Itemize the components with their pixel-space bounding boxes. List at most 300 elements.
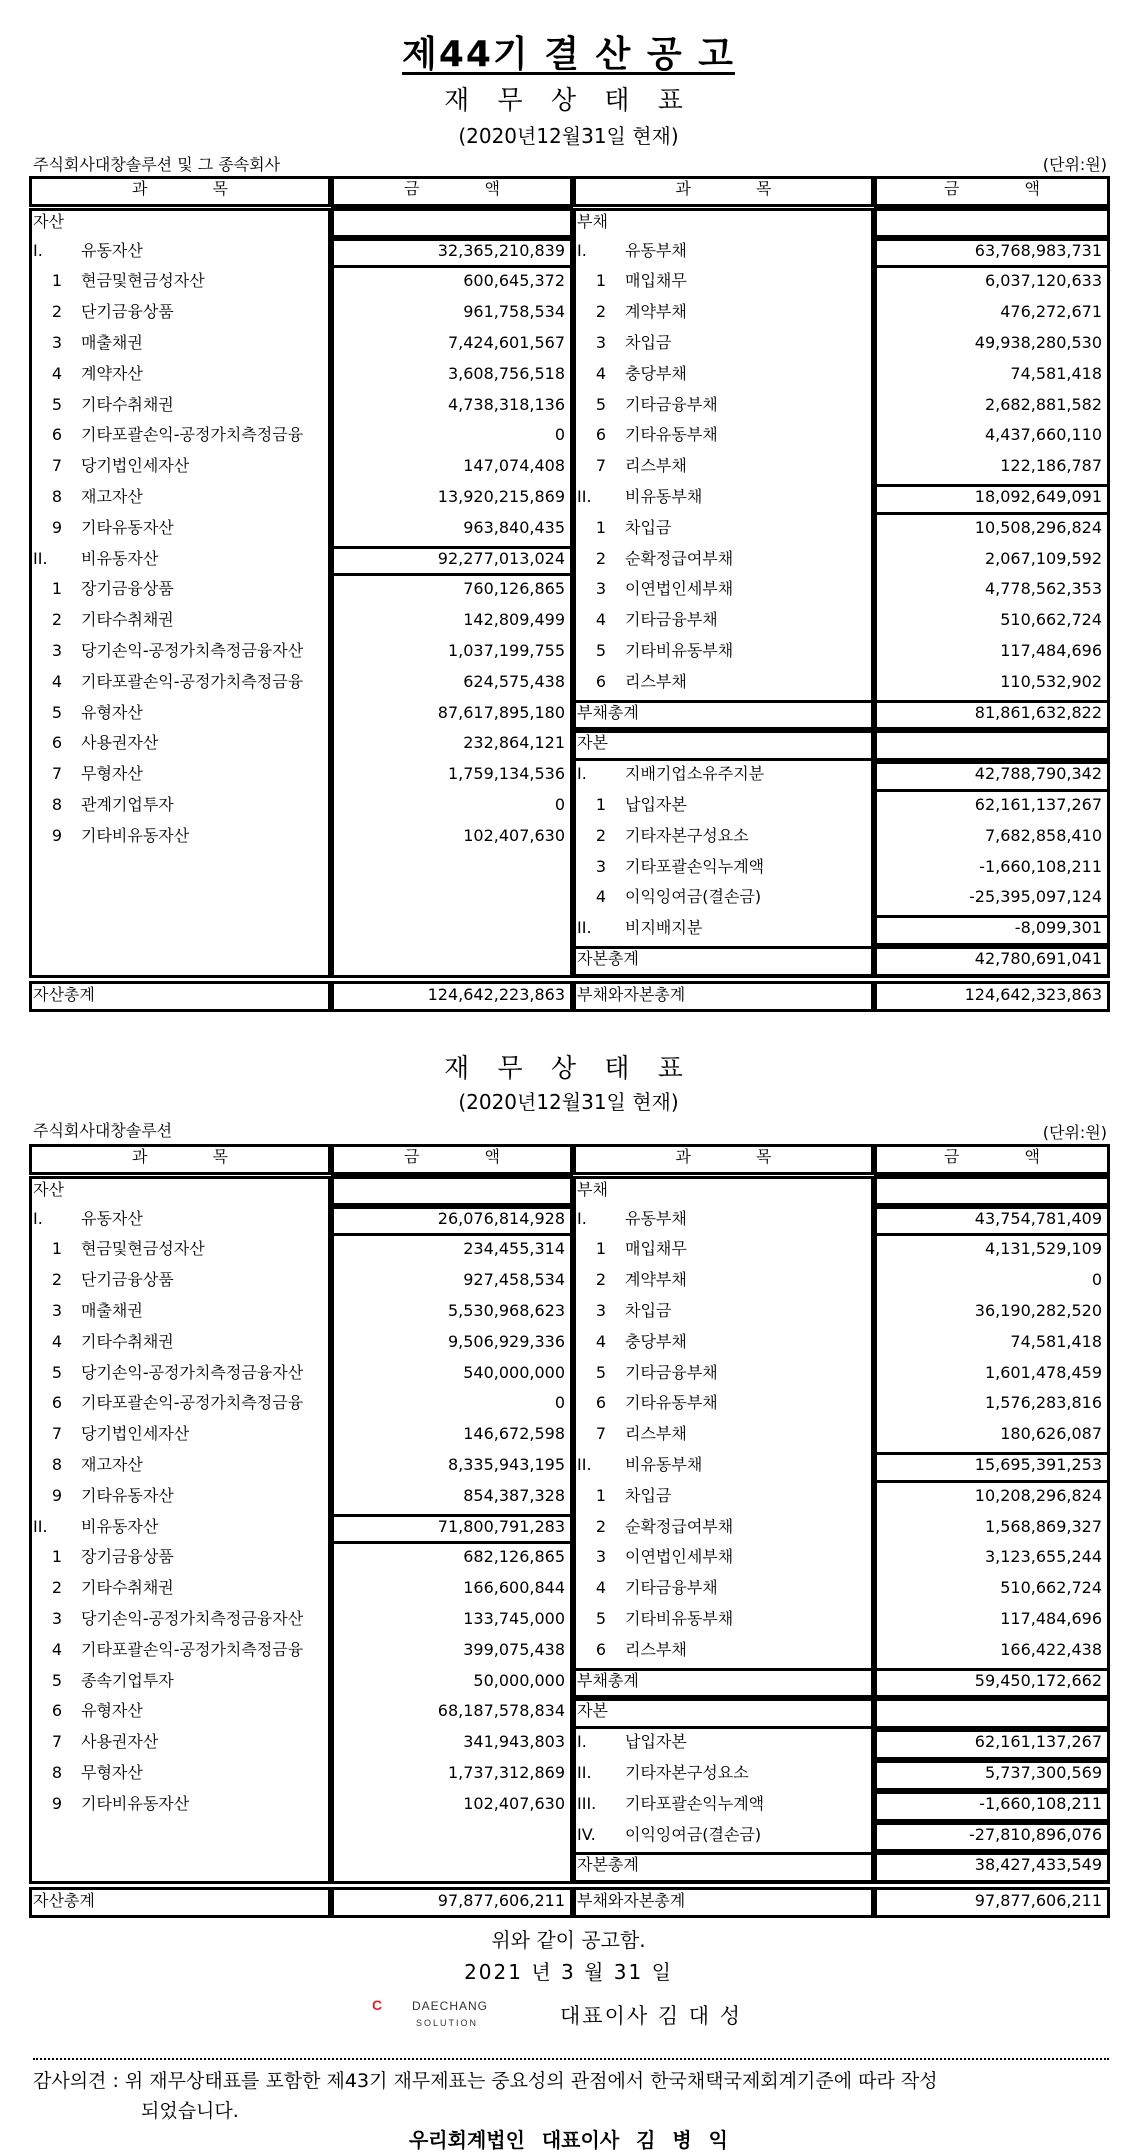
row-label-text: 현금및현금성자산: [81, 271, 205, 291]
row-label-text: 무형자산: [81, 764, 143, 784]
row-amount: 50,000,000: [473, 1670, 565, 1690]
row-amount: 3,608,756,518: [447, 363, 565, 383]
row-number: 7: [51, 764, 63, 784]
audit-opinion: 감사의견 : 위 재무상태표를 포함한 제43기 재무제표는 중요성의 관점에서 한국채택국제회계기준에 따라 작성: [33, 2070, 938, 2092]
row-label: [29, 363, 331, 385]
row-label: [29, 486, 331, 508]
sheet1-company: 주식회사대창솔루션 및 그 종속회사: [33, 155, 281, 174]
row-label-text: 기타비유동자산: [81, 1793, 190, 1813]
row-number: 7: [595, 1424, 607, 1444]
row-number: I.: [33, 240, 43, 260]
row-label-text: 계약자산: [81, 363, 143, 383]
row-box: [874, 915, 1110, 946]
row-amount: 43,754,781,409: [974, 1208, 1102, 1228]
row-amount: 3,123,655,244: [984, 1547, 1102, 1567]
row-number: 5: [595, 641, 607, 660]
row-amount: 963,840,435: [463, 517, 565, 537]
row-label-text: 납입자본: [625, 1732, 687, 1752]
row-label: [573, 548, 874, 570]
section-amount-box: [874, 1175, 1110, 1206]
row-label-text: 기타비유동부채: [625, 641, 734, 660]
row-label-text: 유동부채: [625, 240, 687, 260]
row-label-text: 무형자산: [81, 1763, 143, 1782]
row-label-text: 순확정급여부채: [625, 548, 734, 568]
row-number: II.: [577, 1763, 592, 1782]
row-label: [573, 1362, 874, 1384]
row-number: 6: [595, 425, 607, 445]
row-label: [573, 424, 874, 446]
sheet1-subtitle: 재 무 상 태 표: [444, 86, 693, 116]
row-label: [573, 1577, 874, 1599]
row-amount: 5,737,300,569: [984, 1763, 1102, 1782]
row-label: [573, 763, 874, 785]
row-label: [29, 1700, 331, 1722]
row-number: 5: [51, 394, 63, 414]
row-number: 2: [595, 1516, 607, 1536]
row-number: 2: [51, 302, 63, 322]
row-label-text: 충당부채: [625, 363, 687, 383]
row-amount: 1,737,312,869: [447, 1763, 565, 1782]
row-amount: 1,601,478,459: [984, 1362, 1102, 1382]
row-label: [573, 332, 874, 354]
row-label: [29, 1639, 331, 1661]
sheet1-unit: (단위:원): [1042, 155, 1107, 174]
row-label: [29, 1670, 331, 1692]
row-box: [573, 730, 874, 761]
row-amount: 476,272,671: [1000, 302, 1102, 322]
row-label-text: 매입채무: [625, 1239, 687, 1259]
row-label-text: 기타유동자산: [81, 1485, 174, 1505]
section-liabilities: 부채: [577, 211, 608, 231]
row-number: 7: [595, 456, 607, 476]
row-number: III.: [577, 1793, 597, 1813]
row-label-text: 비지배지분: [625, 918, 703, 938]
row-label: [573, 671, 874, 693]
row-label: [29, 794, 331, 816]
row-label-text: 당기손익-공정가치측정금융자산: [81, 1609, 304, 1628]
row-box: [874, 1452, 1110, 1483]
row-number: 4: [595, 1578, 607, 1598]
row-label-text: 기타포괄손익누계액: [625, 1793, 765, 1813]
row-label-text: 기타포괄손익-공정가치측정금융: [81, 425, 304, 445]
row-number: 1: [51, 1547, 63, 1567]
row-number: 1: [595, 795, 607, 814]
row-number: I.: [577, 1732, 587, 1752]
row-label-text: 매출채권: [81, 333, 143, 352]
notice-title: 제44기 결 산 공 고: [402, 34, 735, 75]
row-amount: 961,758,534: [463, 302, 565, 322]
row-label: [573, 1392, 874, 1414]
row-label: [573, 794, 874, 816]
row-amount: 102,407,630: [463, 1793, 565, 1813]
row-label-text: 장기금융상품: [81, 579, 174, 599]
row-number: 3: [595, 333, 607, 352]
row-label-text: 이연법인세부채: [625, 579, 734, 599]
row-amount: 15,695,391,253: [974, 1455, 1102, 1474]
row-label: [29, 1485, 331, 1507]
total-liab-equity-value: 97,877,606,211: [974, 1891, 1102, 1911]
row-label-text: 당기손익-공정가치측정금융자산: [81, 1362, 304, 1382]
row-label: [29, 732, 331, 754]
row-label-text: 기타비유동부채: [625, 1609, 734, 1628]
row-label-text: 기타비유동자산: [81, 825, 190, 845]
sheet1-date: (2020년12월31일 현재): [458, 124, 679, 148]
row-label: [29, 1300, 331, 1322]
header-amount-right: 금 액: [944, 179, 1070, 198]
row-label-text: 자본: [577, 1701, 608, 1721]
total-assets-value: 97,877,606,211: [437, 1891, 565, 1911]
row-number: 6: [51, 733, 63, 753]
row-amount: 59,450,172,662: [974, 1670, 1102, 1690]
row-amount: 63,768,983,731: [974, 240, 1102, 260]
row-label-text: 차입금: [625, 1485, 672, 1505]
row-label-text: 비유동자산: [81, 548, 159, 568]
row-label-text: 기타금융부채: [625, 1578, 718, 1598]
header-box: [29, 176, 331, 207]
header-amount-left: 금 액: [404, 179, 530, 198]
row-number: I.: [33, 1208, 43, 1228]
row-amount: 510,662,724: [1000, 610, 1102, 630]
row-number: 7: [51, 456, 63, 476]
row-amount: 18,092,649,091: [974, 487, 1102, 506]
row-label-text: 매출채권: [81, 1301, 143, 1320]
row-box: [874, 238, 1110, 269]
row-label: [29, 548, 331, 570]
row-box: [874, 700, 1110, 731]
row-label: [573, 240, 874, 262]
row-label-text: 유형자산: [81, 702, 143, 722]
row-label-text: 사용권자산: [81, 1732, 159, 1752]
row-label-text: 자본총계: [577, 949, 639, 968]
row-amount: 10,508,296,824: [974, 517, 1102, 537]
row-label: [29, 1577, 331, 1599]
row-number: 6: [51, 425, 63, 445]
row-amount: -1,660,108,211: [979, 1793, 1102, 1813]
row-amount: 854,387,328: [463, 1485, 565, 1505]
row-amount: 510,662,724: [1000, 1578, 1102, 1598]
row-box: [874, 761, 1110, 792]
row-number: 4: [595, 610, 607, 630]
row-amount: 74,581,418: [1010, 363, 1102, 383]
row-label: [29, 1238, 331, 1260]
row-number: 5: [595, 394, 607, 414]
row-amount: 32,365,210,839: [437, 240, 565, 260]
row-number: 2: [595, 1270, 607, 1290]
total-liab-equity-label: 부채와자본총계: [577, 1891, 686, 1911]
header-box: [29, 1144, 331, 1175]
row-label-text: 사용권자산: [81, 733, 159, 753]
row-amount: 4,778,562,353: [984, 579, 1102, 599]
row-label: [573, 917, 874, 939]
row-box: [874, 1698, 1110, 1729]
row-number: II.: [577, 1455, 592, 1474]
row-amount: 1,576,283,816: [984, 1393, 1102, 1413]
row-amount: 9,506,929,336: [447, 1331, 565, 1351]
row-label-text: 당기손익-공정가치측정금융자산: [81, 641, 304, 660]
row-label-text: 단기금융상품: [81, 302, 174, 322]
row-label-text: 당기법인세자산: [81, 456, 190, 476]
row-label: [573, 1731, 874, 1753]
header-amount-left: 금 액: [404, 1147, 530, 1166]
row-label: [573, 1331, 874, 1353]
row-amount: 600,645,372: [463, 271, 565, 291]
section-amount-box: [874, 207, 1110, 238]
row-number: 4: [51, 1331, 63, 1351]
row-label: [573, 1485, 874, 1507]
row-label-text: 이익잉여금(결손금): [625, 1824, 762, 1844]
row-amount: 38,427,433,549: [974, 1855, 1102, 1875]
row-amount: 234,455,314: [463, 1239, 565, 1259]
row-label-text: 순확정급여부채: [625, 1516, 734, 1536]
row-number: I.: [577, 764, 587, 784]
header-item-left: 과 목: [132, 179, 258, 198]
row-label-text: 장기금융상품: [81, 1547, 174, 1567]
row-label: [29, 394, 331, 416]
row-label: [29, 517, 331, 539]
row-label: [29, 609, 331, 631]
row-box: [874, 1668, 1110, 1699]
row-amount: 102,407,630: [463, 825, 565, 845]
row-box: [331, 1206, 573, 1237]
row-amount: 341,943,803: [463, 1732, 565, 1752]
row-label: [29, 702, 331, 724]
row-label: [573, 1639, 874, 1661]
row-number: 5: [595, 1609, 607, 1628]
sheet1-table: [29, 176, 1110, 1014]
row-label: [573, 1454, 874, 1476]
row-label: [573, 1269, 874, 1291]
row-label: [29, 1269, 331, 1291]
section-liabilities: 부채: [577, 1179, 608, 1199]
row-box: [573, 1668, 874, 1699]
row-amount: 0: [554, 1393, 565, 1413]
row-label: [573, 886, 874, 908]
row-amount: 0: [554, 425, 565, 445]
row-box: [573, 946, 874, 977]
row-number: 3: [51, 1609, 63, 1628]
row-number: 4: [51, 1639, 63, 1659]
row-label: [29, 301, 331, 323]
section-assets: 자산: [33, 211, 64, 231]
svg-text:C: C: [372, 1997, 383, 2013]
row-amount: 6,037,120,633: [984, 271, 1102, 291]
section-amount-box: [331, 207, 573, 238]
header-amount-right: 금 액: [944, 1147, 1070, 1166]
svg-text:SOLUTION: SOLUTION: [416, 2018, 479, 2028]
row-label-text: 기타수취채권: [81, 1578, 174, 1598]
row-amount: 26,076,814,928: [437, 1208, 565, 1228]
sheet2-unit: (단위:원): [1042, 1123, 1107, 1142]
row-label-text: 부채총계: [577, 1670, 639, 1690]
row-label: [573, 1423, 874, 1445]
row-label-text: 재고자산: [81, 487, 143, 506]
row-number: IV.: [577, 1824, 596, 1844]
row-number: II.: [577, 487, 592, 506]
row-label-text: 차입금: [625, 333, 672, 352]
row-amount: 122,186,787: [1000, 456, 1102, 476]
row-amount: 7,424,601,567: [447, 333, 565, 352]
row-label-text: 계약부채: [625, 1270, 687, 1290]
auditor-signature: 우리회계법인 대표이사 김 병 익: [408, 2128, 728, 2152]
row-box: [573, 700, 874, 731]
row-label-text: 관계기업투자: [81, 795, 174, 814]
row-label: [29, 270, 331, 292]
row-label: [29, 1793, 331, 1815]
total-liab-equity-label: 부채와자본총계: [577, 984, 686, 1004]
row-amount: 232,864,121: [463, 733, 565, 753]
row-amount: 0: [1091, 1270, 1102, 1290]
section-assets: 자산: [33, 1179, 64, 1199]
row-label-text: 현금및현금성자산: [81, 1239, 205, 1259]
row-number: 1: [51, 271, 63, 291]
row-label: [29, 1546, 331, 1568]
row-number: 4: [51, 363, 63, 383]
row-label: [29, 640, 331, 662]
row-amount: 42,788,790,342: [974, 764, 1102, 784]
header-box: [874, 1144, 1110, 1175]
row-amount: 110,532,902: [1000, 671, 1102, 691]
row-number: 2: [595, 302, 607, 322]
header-box: [573, 1144, 874, 1175]
row-amount: 7,682,858,410: [984, 825, 1102, 845]
row-label: [573, 1824, 874, 1846]
row-number: 3: [595, 1547, 607, 1567]
row-number: 9: [51, 1485, 63, 1505]
row-number: 5: [51, 1362, 63, 1382]
row-label-text: 단기금융상품: [81, 1270, 174, 1290]
row-number: 3: [595, 579, 607, 599]
row-label-text: 기타금융부채: [625, 394, 718, 414]
row-label: [29, 1331, 331, 1353]
row-number: 1: [51, 1239, 63, 1259]
row-amount: 42,780,691,041: [974, 949, 1102, 968]
row-number: II.: [577, 918, 592, 938]
row-number: 1: [595, 1239, 607, 1259]
row-label-text: 리스부채: [625, 671, 687, 691]
row-label: [29, 825, 331, 847]
row-amount: 624,575,438: [463, 671, 565, 691]
row-box: [331, 1514, 573, 1545]
row-amount: 117,484,696: [1000, 1609, 1102, 1628]
row-label-text: 매입채무: [625, 271, 687, 291]
row-amount: 146,672,598: [463, 1424, 565, 1444]
row-label: [29, 1362, 331, 1384]
row-amount: 4,738,318,136: [447, 394, 565, 414]
header-item-right: 과 목: [675, 1147, 802, 1166]
row-amount: 8,335,943,195: [447, 1455, 565, 1474]
row-number: 8: [51, 1455, 63, 1474]
sheet2-subtitle: 재 무 상 태 표: [444, 1054, 693, 1084]
row-box: [874, 946, 1110, 977]
row-number: 1: [51, 579, 63, 599]
row-label-text: 납입자본: [625, 795, 687, 814]
row-label-text: 기타유동부채: [625, 425, 718, 445]
row-amount: 166,422,438: [1000, 1639, 1102, 1659]
row-label: [573, 1238, 874, 1260]
row-number: 5: [51, 702, 63, 722]
row-box: [331, 238, 573, 269]
row-number: II.: [33, 548, 48, 568]
row-amount: 62,161,137,267: [974, 1732, 1102, 1752]
row-number: 2: [51, 1270, 63, 1290]
row-label: [573, 301, 874, 323]
row-label: [29, 424, 331, 446]
row-amount: 49,938,280,530: [974, 333, 1102, 352]
row-label: [29, 578, 331, 600]
row-number: 9: [51, 1793, 63, 1813]
row-label: [29, 1208, 331, 1230]
total-assets-label: 자산총계: [33, 984, 95, 1004]
row-amount: 2,682,881,582: [984, 394, 1102, 414]
sheet2-company: 주식회사대창솔루션: [33, 1121, 173, 1140]
row-amount: 682,126,865: [463, 1547, 565, 1567]
row-label-text: 차입금: [625, 517, 672, 537]
row-number: 2: [51, 610, 63, 630]
row-number: 4: [595, 363, 607, 383]
row-number: 6: [51, 1701, 63, 1721]
header-box: [331, 1144, 573, 1175]
row-number: 2: [595, 548, 607, 568]
row-box: [874, 1206, 1110, 1237]
row-label: [573, 1208, 874, 1230]
row-label-text: 기타포괄손익-공정가치측정금융: [81, 671, 304, 691]
row-label: [573, 1793, 874, 1815]
row-number: 2: [595, 825, 607, 845]
row-number: 7: [51, 1424, 63, 1444]
row-number: 8: [51, 795, 63, 814]
row-label: [29, 240, 331, 262]
row-label: [573, 517, 874, 539]
row-number: 3: [51, 641, 63, 660]
row-label: [29, 671, 331, 693]
row-label-text: 당기법인세자산: [81, 1424, 190, 1444]
row-amount: 760,126,865: [463, 579, 565, 599]
row-number: 3: [595, 856, 607, 876]
row-number: 8: [51, 1763, 63, 1782]
row-amount: -27,810,896,076: [968, 1824, 1102, 1844]
row-number: 4: [51, 671, 63, 691]
row-label-text: 부채총계: [577, 702, 639, 722]
row-amount: 92,277,013,024: [437, 548, 565, 568]
row-number: 5: [595, 1362, 607, 1382]
row-amount: 133,745,000: [463, 1609, 565, 1628]
row-label: [573, 1300, 874, 1322]
row-amount: 147,074,408: [463, 456, 565, 476]
row-label: [573, 578, 874, 600]
row-amount: 71,800,791,283: [437, 1516, 565, 1536]
row-label: [573, 1608, 874, 1630]
row-label: [573, 363, 874, 385]
row-label-text: 계약부채: [625, 302, 687, 322]
row-label-text: 이익잉여금(결손금): [625, 887, 762, 907]
row-label-text: 리스부채: [625, 1424, 687, 1444]
row-number: I.: [577, 240, 587, 260]
row-label: [573, 1762, 874, 1784]
row-label: [29, 455, 331, 477]
row-label: [573, 486, 874, 508]
row-label-text: 기타자본구성요소: [625, 1763, 749, 1782]
row-label-text: 기타포괄손익-공정가치측정금융: [81, 1393, 304, 1413]
row-box: [573, 1698, 874, 1729]
row-number: 3: [51, 333, 63, 352]
total-liab-equity-value: 124,642,323,863: [964, 984, 1102, 1004]
audit-opinion-cont: 되었습니다.: [141, 2100, 239, 2122]
row-number: 9: [51, 825, 63, 845]
row-amount: -25,395,097,124: [968, 887, 1102, 907]
row-label: [29, 1423, 331, 1445]
row-box: [874, 1822, 1110, 1853]
header-box: [331, 176, 573, 207]
